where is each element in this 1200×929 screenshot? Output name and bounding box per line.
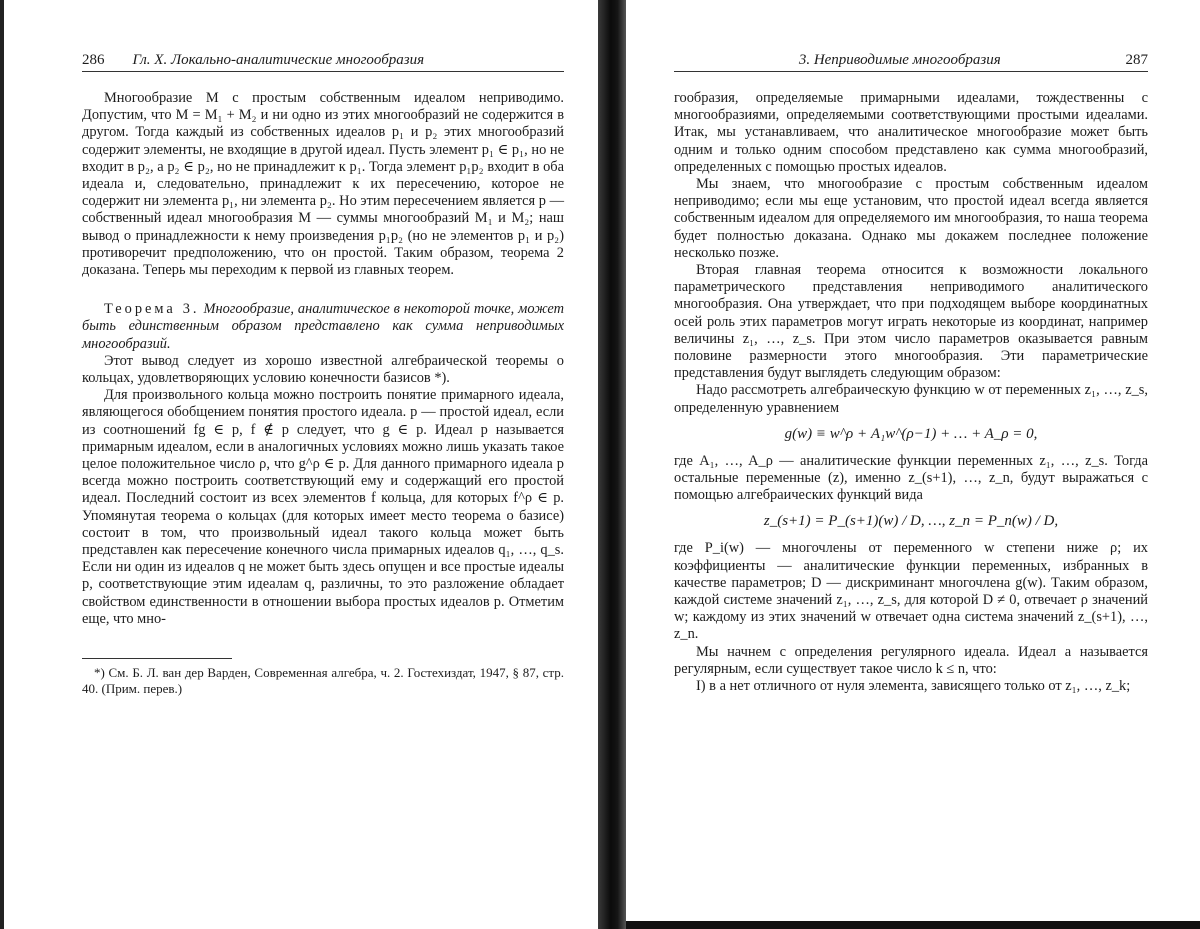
- binding-gutter: [598, 0, 626, 929]
- paragraph: Мы знаем, что многообразие с простым собственным идеалом неприводимо; если мы еще установим, что простой идеал всегда является собственным идеалом для определяемого им многообразия, то наша теорема будет полностью доказана. Однако мы докажем последнее положение несколько позже.: [674, 176, 1148, 261]
- right-running-head: [674, 52, 1148, 72]
- right-page: [626, 0, 1200, 929]
- scan-edge: [626, 921, 1200, 929]
- paragraph: Для произвольного кольца можно построить понятие примарного идеала, являющегося обобщением понятия простого идеала. p — простой идеал, если из соотношений fg ∈ p, f ∉ p следует, что g ∈ p. Идеал p называется примарным идеалом, если в аналогичных условиях можно лишь указать такое целое положительное число ρ, что g^ρ ∈ p. Для данного примарного идеала p всегда можно построить соответствующий ему и содержащий его простой идеал. Последний состоит из всех элементов f кольца, для которых f^ρ ∈ p. Упомянутая теорема о кольцах (для которых имеет место теорема о базисе) состоит в том, что произвольный идеал такого кольца может быть представлен как пересечение конечного числа примарных идеалов q₁, …, q_s. Если ни один из идеалов q не может быть здесь опущен и все простые идеалы p, соответствующие этим идеалам q, различны, то это разложение обладает свойством единственности в отношении выбора простых идеалов p. Отметим еще, что мно-: [82, 387, 564, 627]
- page-number: 287: [1125, 52, 1148, 68]
- footnote: *) См. Б. Л. ван дер Варден, Современная алгебра, ч. 2. Гостехиздат, 1947, § 87, стр. 40. (Прим. перев.): [82, 665, 564, 697]
- paragraph: Надо рассмотреть алгебраическую функцию w от переменных z₁, …, z_s, определенную уравнением: [674, 382, 1148, 416]
- paragraph: гообразия, определяемые примарными идеалами, тождественны с многообразиями, определяемыми соответствующими простыми идеалами. Итак, мы устанавливаем, что аналитическое многообразие может быть одним и только одним способом представлено как сумма многообразий, определенных с помощью простых идеалов.: [674, 90, 1148, 175]
- left-running-head: [82, 52, 564, 72]
- paragraph: I) в a нет отличного от нуля элемента, зависящего только от z₁, …, z_k;: [696, 678, 1131, 695]
- paragraph: Этот вывод следует из хорошо известной алгебраической теоремы о кольцах, удовлетворяющих условию конечности базисов *).: [82, 352, 564, 387]
- theorem-label: Теорема 3.: [104, 301, 200, 318]
- equation: z_(s+1) = P_(s+1)(w) / D, …, z_n = P_n(w) / D,: [763, 513, 1059, 530]
- theorem-3: [82, 301, 564, 353]
- paragraph: Мы начнем с определения регулярного идеала. Идеал a называется регулярным, если существует такое число k ≤ n, что:: [674, 643, 1148, 677]
- paragraph: где A₁, …, A_ρ — аналитические функции переменных z₁, …, z_s. Тогда остальные переменные (z), именно z_(s+1), …, z_n, будут выражаться с помощью алгебраических функций вида: [674, 452, 1148, 504]
- theorem-statement: Многообразие, аналитическое в некоторой точке, может быть единственным образом представлено как сумма неприводимых многообразий.: [82, 301, 564, 352]
- chapter-title: Гл. X. Локально-аналитические многообразия: [132, 52, 425, 68]
- page-number: 286: [82, 52, 105, 68]
- footnote-rule: [82, 658, 232, 659]
- section-title: 3. Неприводимые многообразия: [798, 52, 1001, 68]
- paragraph: где P_i(w) — многочлены от переменного w степени ниже ρ; их коэффициенты — аналитические функции переменных, избранных в качестве параметров; D — дискриминант многочлена g(w). Таким образом, каждой системе значений z₁, …, z_s, для которой D ≠ 0, отвечает ρ значений w; каждому из этих значений w отвечает одна система значений z_(s+1), …, z_n.: [674, 540, 1148, 643]
- paragraph: Вторая главная теорема относится к возможности локального параметрического представления неприводимого аналитического многообразия. Она утверждает, что при подходящем выборе координатных осей роль этих параметров могут играть некоторые из координат, например величины z₁, …, z_s. При этом число параметров оказывается равным половине размерности этого многообразия. Эти параметрические представления будут выглядеть следующим образом:: [674, 262, 1148, 382]
- paragraph: Многообразие M с простым собственным идеалом неприводимо. Допустим, что M = M₁ + M₂ и ни одно из этих многообразий не содержится в другом. Тогда каждый из собственных идеалов p₁ и p₂ этих многообразий содержит элементы, не входящие в другой идеал. Пусть элемент p₁ ∈ p₁, но не входит в p₂, а p₂ ∈ p₂, но не принадлежит к p₁. Тогда элемент p₁p₂ входит в оба идеала и, следовательно, принадлежит к их пересечению, которое не содержит ни элемента p₁, ни элемента p₂. Но этим пересечением является p — собственный идеал многообразия M — суммы многообразий M₁ и M₂; наш вывод о принадлежности к нему произведения p₁p₂ (но не элементов p₁ и p₂) противоречит предположению, что он простой. Таким образом, теорема 2 доказана. Теперь мы переходим к первой из главных теорем.: [82, 90, 564, 279]
- equation: g(w) ≡ w^ρ + A₁w^(ρ−1) + … + A_ρ = 0,: [784, 425, 1038, 442]
